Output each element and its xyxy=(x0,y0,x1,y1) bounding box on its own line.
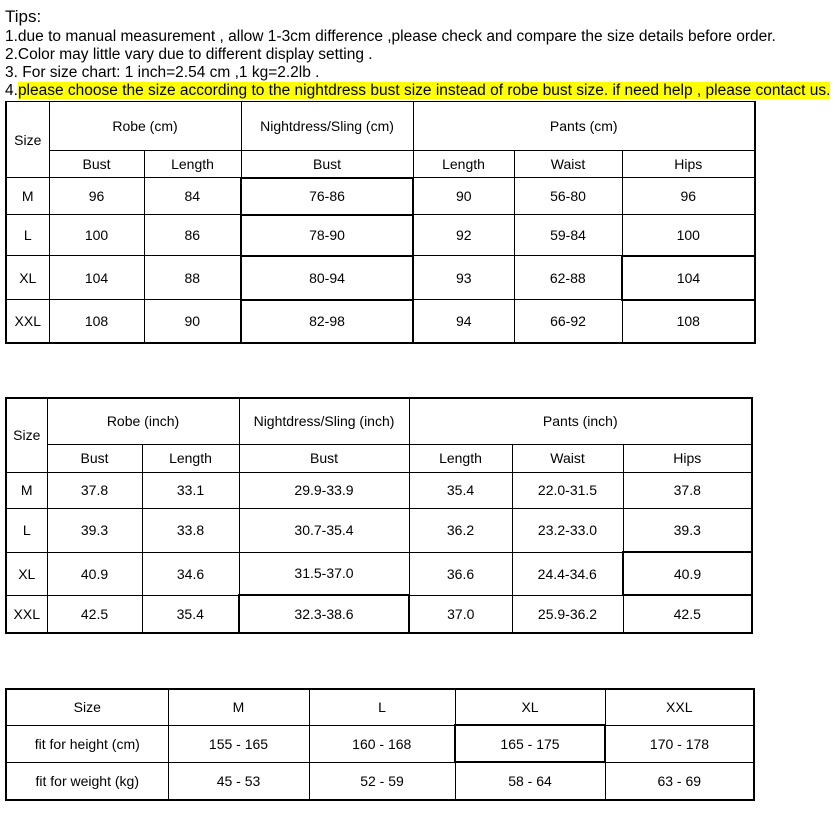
nightdress-header: Nightdress/Sling (cm) xyxy=(241,102,413,151)
table-cell: 30.7-35.4 xyxy=(239,508,409,552)
table-cell: 36.6 xyxy=(409,552,512,595)
column-header: Hips xyxy=(623,444,752,472)
tips-title: Tips: xyxy=(5,7,42,26)
table-cell: 63 - 69 xyxy=(605,762,754,800)
table-cell: 108 xyxy=(49,300,144,343)
table-cell: 93 xyxy=(413,256,514,300)
table-row xyxy=(6,178,755,215)
column-header: Length xyxy=(142,444,239,472)
table-cell: 84 xyxy=(144,178,241,215)
column-header: Waist xyxy=(512,444,623,472)
table-cell: 22.0-31.5 xyxy=(512,472,623,508)
tip-line-4 xyxy=(5,82,833,100)
row-label: fit for weight (kg) xyxy=(6,762,168,800)
column-header: Waist xyxy=(514,151,622,178)
tips-section xyxy=(5,6,833,100)
table-cell: 37.0 xyxy=(409,595,512,633)
table-cell: 76-86 xyxy=(241,178,413,215)
table-cell: 82-98 xyxy=(241,300,413,343)
column-header: Bust xyxy=(47,444,142,472)
table-cell: 31.5-37.0 xyxy=(239,552,409,595)
table-cell: 100 xyxy=(49,215,144,256)
table-cell: 155 - 165 xyxy=(168,725,309,762)
table-cell: 170 - 178 xyxy=(605,725,754,762)
size-cell: L xyxy=(6,508,47,552)
column-header: XL xyxy=(455,689,605,725)
column-header: Bust xyxy=(49,151,144,178)
tip-line-4-highlight: please choose the size according to the nightdress bust size instead of robe bust size. if need help , please contact us. xyxy=(17,82,831,99)
table-cell: 92 xyxy=(413,215,514,256)
table-cell: 108 xyxy=(622,300,755,343)
size-cell: M xyxy=(6,472,47,508)
pants-header: Pants (inch) xyxy=(409,398,752,444)
column-header: L xyxy=(309,689,455,725)
size-cell: XXL xyxy=(6,300,49,343)
row-label: fit for height (cm) xyxy=(6,725,168,762)
size-cell: XL xyxy=(6,256,49,300)
tip-line-3: 3. For size chart: 1 inch=2.54 cm ,1 kg=2.2lb . xyxy=(5,64,320,81)
table-cell: 90 xyxy=(413,178,514,215)
nightdress-header: Nightdress/Sling (inch) xyxy=(239,398,409,444)
table-row xyxy=(6,300,755,343)
size-cell: M xyxy=(6,178,49,215)
table-cell: 35.4 xyxy=(142,595,239,633)
table-header-row xyxy=(6,689,754,725)
column-header: Bust xyxy=(241,151,413,178)
table-cell: 36.2 xyxy=(409,508,512,552)
size-header: Size xyxy=(6,102,49,178)
column-header: Hips xyxy=(622,151,755,178)
table-cell: 23.2-33.0 xyxy=(512,508,623,552)
table-cell: 88 xyxy=(144,256,241,300)
table-cell: 104 xyxy=(49,256,144,300)
table-cell: 80-94 xyxy=(241,256,413,300)
column-header: M xyxy=(168,689,309,725)
table-cell: 86 xyxy=(144,215,241,256)
table-row xyxy=(6,472,752,508)
table-cell: 39.3 xyxy=(623,508,752,552)
tip-line-1: 1.due to manual measurement , allow 1-3cm difference ,please check and compare the size details before order. xyxy=(5,28,776,45)
table-cell: 104 xyxy=(622,256,755,300)
table-cell: 37.8 xyxy=(623,472,752,508)
column-header: Bust xyxy=(239,444,409,472)
column-header: Length xyxy=(409,444,512,472)
table-row xyxy=(6,215,755,256)
table-cell: 45 - 53 xyxy=(168,762,309,800)
table-cell: 160 - 168 xyxy=(309,725,455,762)
fit-table xyxy=(5,688,755,801)
table-row xyxy=(6,595,752,633)
robe-header: Robe (cm) xyxy=(49,102,241,151)
table-cell: 59-84 xyxy=(514,215,622,256)
table-cell: 96 xyxy=(622,178,755,215)
table-cell: 165 - 175 xyxy=(455,725,605,762)
robe-header: Robe (inch) xyxy=(47,398,239,444)
table-row xyxy=(6,725,754,762)
size-cell: L xyxy=(6,215,49,256)
table-cell: 25.9-36.2 xyxy=(512,595,623,633)
table-cell: 56-80 xyxy=(514,178,622,215)
size-header: Size xyxy=(6,398,47,472)
column-header: Length xyxy=(144,151,241,178)
table-cell: 33.1 xyxy=(142,472,239,508)
tip-line-4-prefix: 4. xyxy=(5,82,18,99)
column-header: XXL xyxy=(605,689,754,725)
pants-header: Pants (cm) xyxy=(413,102,755,151)
table-cell: 90 xyxy=(144,300,241,343)
table-cell: 78-90 xyxy=(241,215,413,256)
table-cell: 34.6 xyxy=(142,552,239,595)
table-cell: 52 - 59 xyxy=(309,762,455,800)
size-cell: XL xyxy=(6,552,47,595)
size-table-inch xyxy=(5,397,753,634)
table-cell: 24.4-34.6 xyxy=(512,552,623,595)
size-table-cm xyxy=(5,101,756,344)
table-cell: 40.9 xyxy=(623,552,752,595)
table-row xyxy=(6,552,752,595)
column-header: Length xyxy=(413,151,514,178)
tip-line-2: 2.Color may little vary due to different display setting . xyxy=(5,46,373,63)
table-cell: 94 xyxy=(413,300,514,343)
column-header: Size xyxy=(6,689,168,725)
table-cell: 62-88 xyxy=(514,256,622,300)
table-cell: 66-92 xyxy=(514,300,622,343)
table-cell: 29.9-33.9 xyxy=(239,472,409,508)
table-cell: 96 xyxy=(49,178,144,215)
table-cell: 58 - 64 xyxy=(455,762,605,800)
table-row xyxy=(6,762,754,800)
table-cell: 42.5 xyxy=(623,595,752,633)
table-cell: 40.9 xyxy=(47,552,142,595)
size-cell: XXL xyxy=(6,595,47,633)
table-row xyxy=(6,256,755,300)
table-row xyxy=(6,508,752,552)
table-cell: 37.8 xyxy=(47,472,142,508)
table-cell: 100 xyxy=(622,215,755,256)
table-cell: 39.3 xyxy=(47,508,142,552)
table-cell: 35.4 xyxy=(409,472,512,508)
table-cell: 32.3-38.6 xyxy=(239,595,409,633)
table-cell: 33.8 xyxy=(142,508,239,552)
table-cell: 42.5 xyxy=(47,595,142,633)
